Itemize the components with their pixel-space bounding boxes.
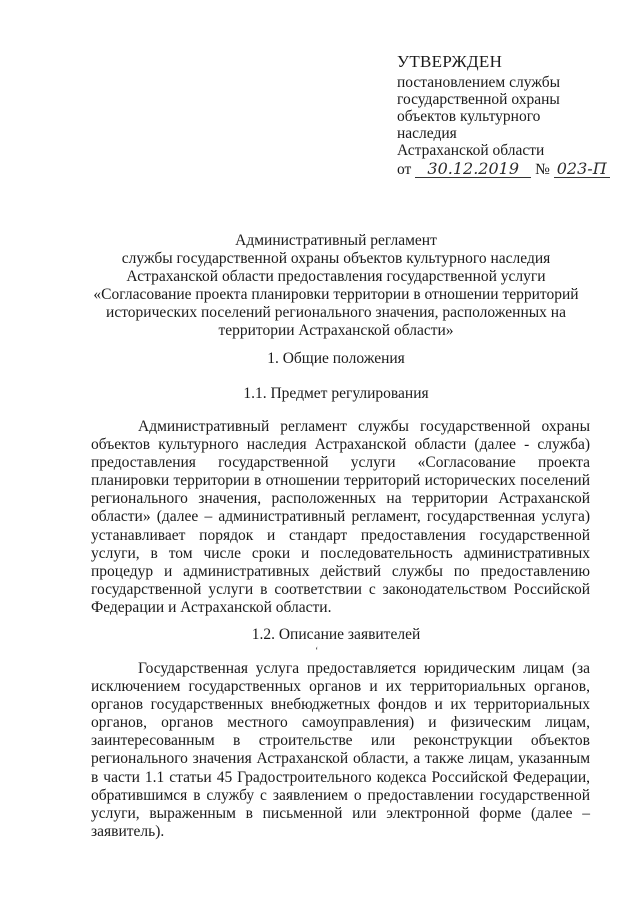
- title-line: территории Астраханской области»: [218, 322, 454, 339]
- section-heading-general: 1. Общие положения: [267, 350, 405, 367]
- title-line: «Согласование проекта планировки территории в отношении территорий: [93, 286, 579, 303]
- approval-line: объектов культурного: [397, 108, 541, 125]
- title-line: исторических поселений регионального значения, расположенных на: [106, 304, 566, 321]
- number-sign: №: [535, 161, 550, 178]
- approval-heading: УТВЕРЖДЕН: [397, 52, 503, 71]
- applicants-paragraph: Государственная услуга предоставляется юридическим лицам (за исключением государственных органов и их территориальных органов, органов государственных внебюджетных фондов и их территориальных органов, органов местного самоуправления) и физическим лицам, заинтересованным в строительстве или реконструкции объектов регионального значения Астраханской области, а также лицам, указанным в части 1.1 статьи 45 Градостроительного кодекса Российской Федерации, обратившимся в службу с заявлением о предоставлении государственной услуги, выраженным в письменной или электронной форме (далее – заявитель).: [91, 660, 590, 840]
- approval-line: наследия: [397, 125, 457, 142]
- regulation-title: [80, 232, 592, 340]
- title-line: службы государственной охраны объектов культурного наследия: [121, 250, 551, 267]
- approval-date-line: [397, 161, 617, 178]
- date-prefix: от: [397, 161, 412, 178]
- approval-stamp-block: [397, 52, 617, 178]
- subject-paragraph: Административный регламент службы государственной охраны объектов культурного наследия Астраханской области (далее - служба) предоставления государственной услуги «Согласование проекта планировки территории в отношении территорий исторических поселений регионального значения, расположенных на территории Астраханской области» (далее – административный регламент, государственная услуга) устанавливает порядок и стандарт предоставления государственной услуги, в том числе сроки и последовательность административных процедур и административных действий службы по предоставлению государственной услуги в соответствии с законодательством Российской Федерации и Астраханской области.: [91, 418, 590, 616]
- title-line: Административный регламент: [235, 232, 437, 249]
- section-heading-subject: 1.1. Предмет регулирования: [243, 385, 429, 402]
- handwritten-number: 023-П: [554, 161, 610, 178]
- approval-line: государственной охраны: [397, 91, 560, 108]
- approval-line: постановлением службы: [397, 74, 561, 91]
- approval-line: Астраханской области: [397, 142, 545, 159]
- scan-speck: ‘: [315, 646, 319, 657]
- section-heading-applicants: 1.2. Описание заявителей: [251, 626, 421, 643]
- handwritten-date: 30.12.2019: [415, 161, 531, 178]
- title-line: Астраханской области предоставления государственной услуги: [126, 268, 546, 285]
